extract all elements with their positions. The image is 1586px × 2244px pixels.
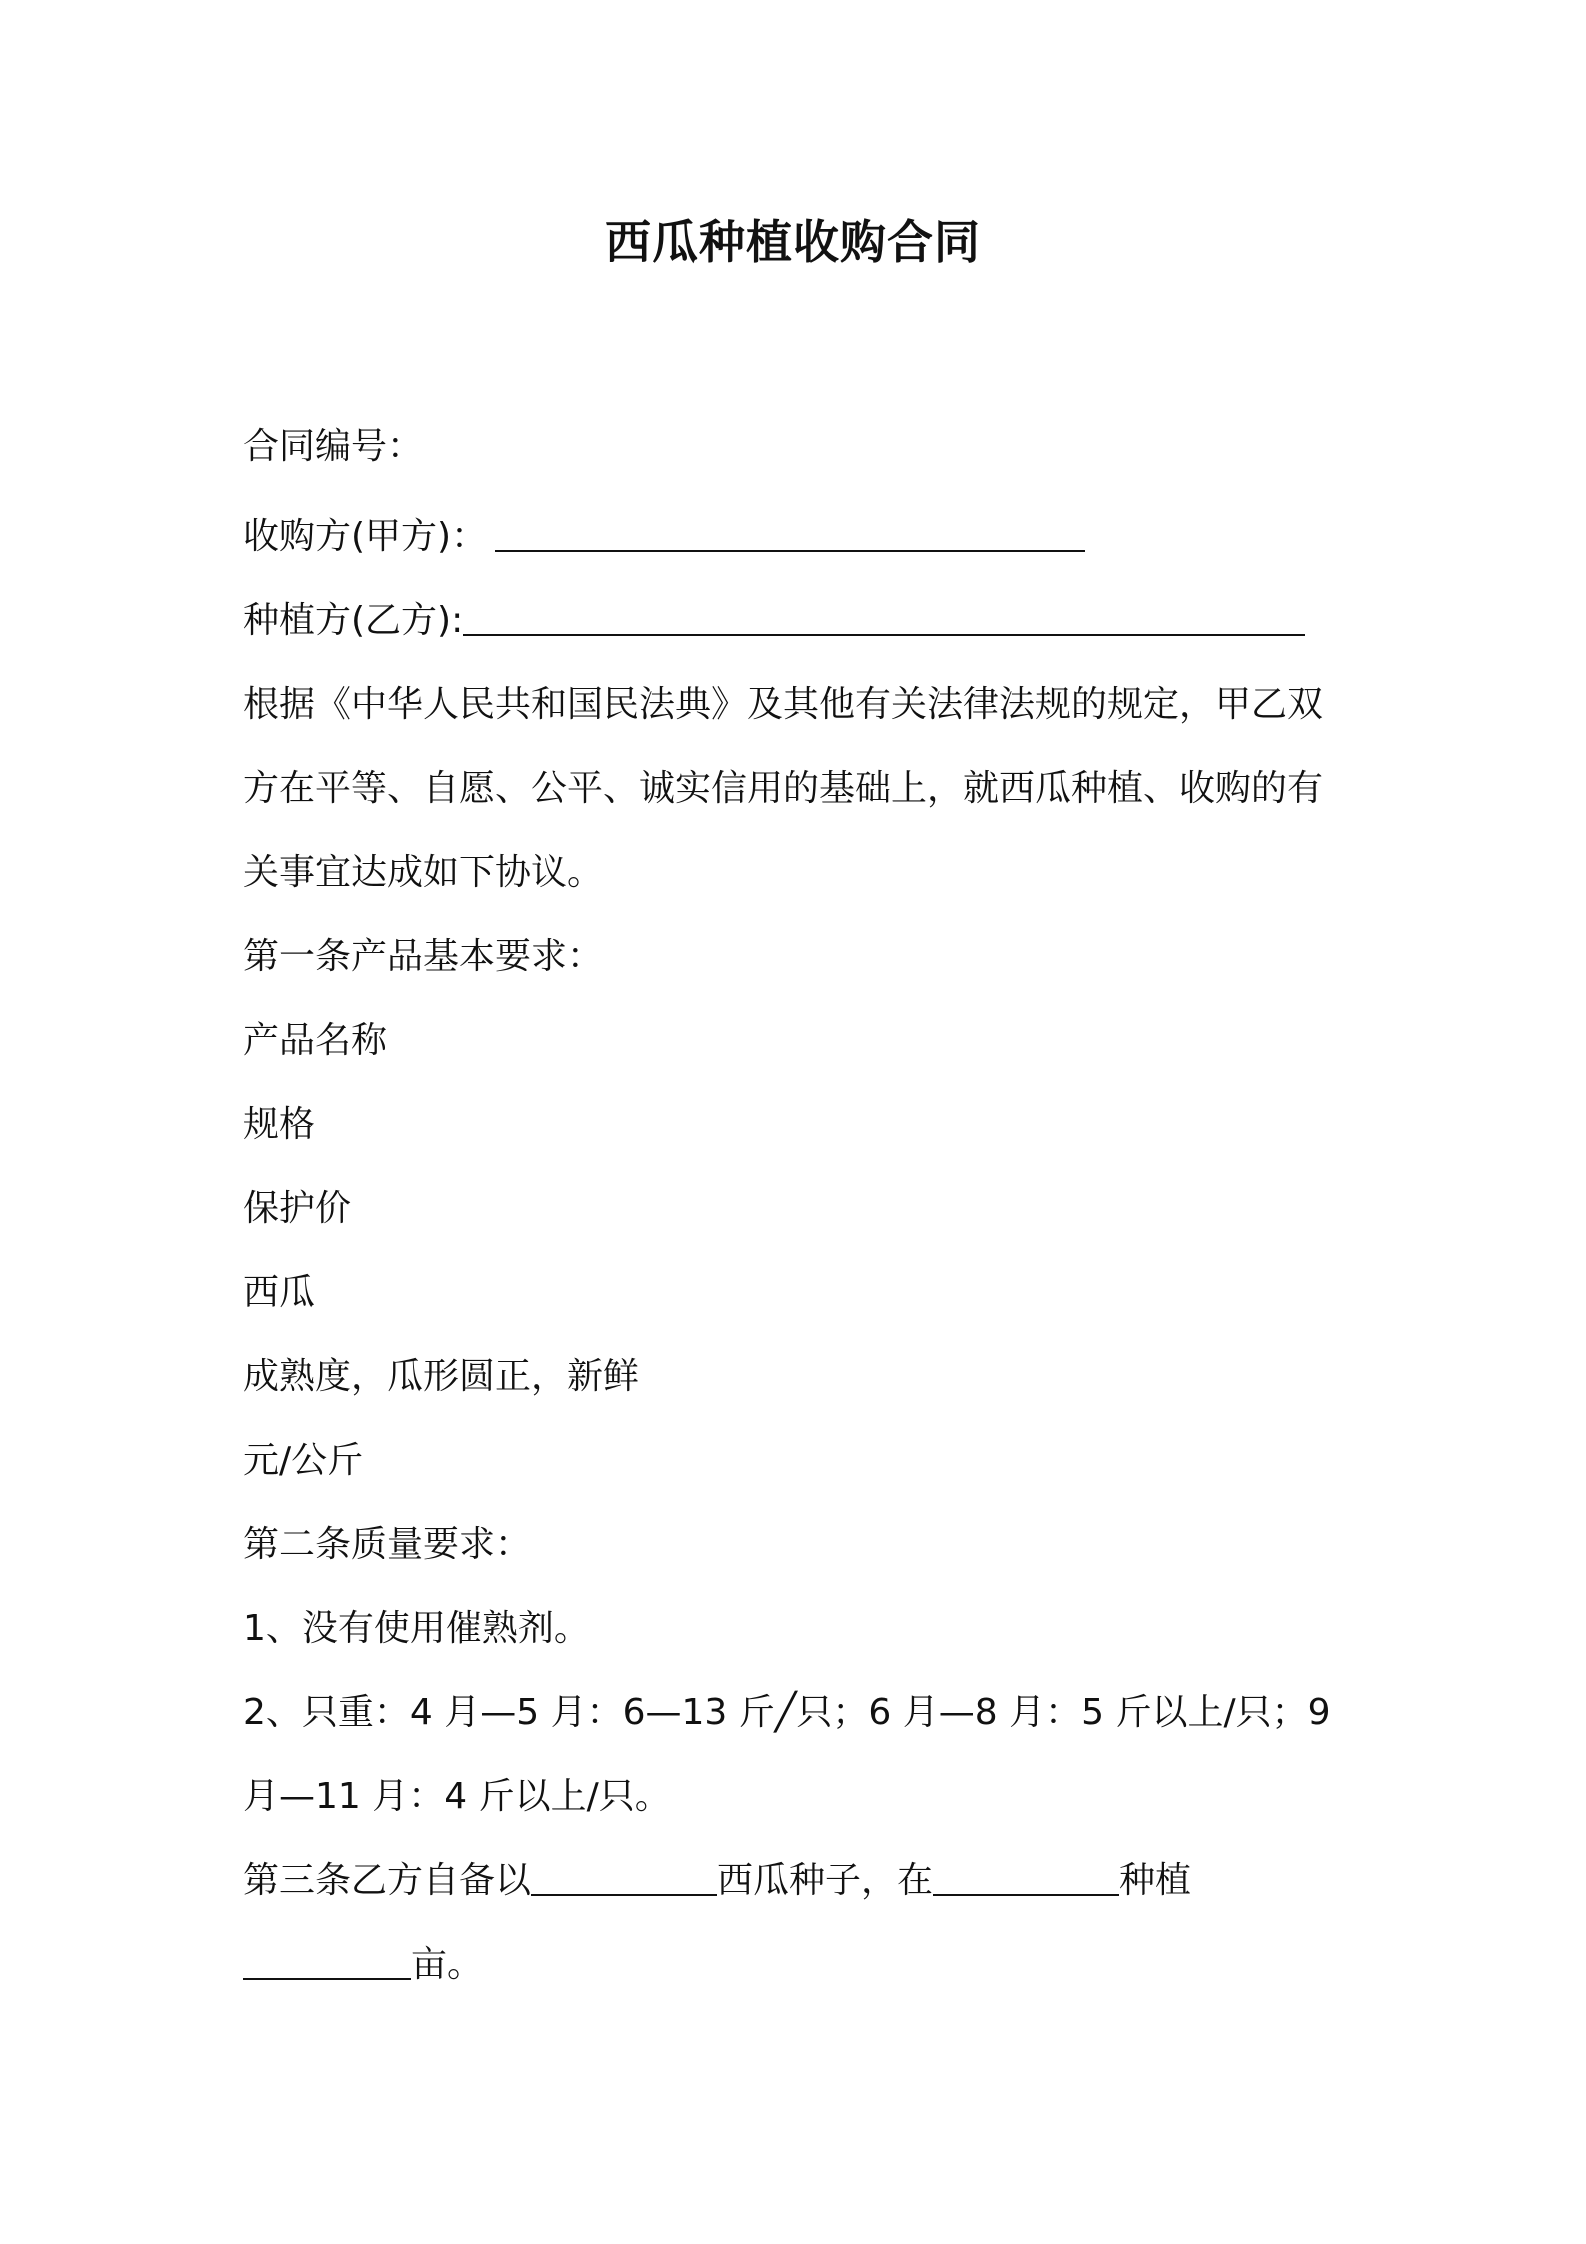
grower-blank — [463, 594, 1305, 636]
product-name-value: 西瓜 — [243, 1272, 316, 1313]
grower-line — [243, 579, 1363, 663]
article2-heading: 第二条质量要求： — [243, 1524, 532, 1565]
contract-number-line — [243, 405, 1363, 495]
article3-text-3: 种植 — [1119, 1860, 1192, 1901]
quality-item-2a: 2、只重：4 月—5 月：6—13 斤╱只；6 月—8 月：5 斤以上/只；9 — [243, 1692, 1331, 1733]
article1-heading: 第一条产品基本要求： — [243, 936, 604, 977]
article3-line-2 — [243, 1923, 1363, 2007]
article3-line-1 — [243, 1839, 1363, 1923]
article3-text-1: 第三条乙方自备以 — [243, 1860, 532, 1901]
buyer-blank — [495, 510, 1085, 552]
article3-text-2: 西瓜种子，在 — [717, 1860, 934, 1901]
quality-item-1: 1、没有使用催熟剂。 — [243, 1608, 590, 1649]
spec-value: 成熟度，瓜形圆正，新鲜 — [243, 1356, 640, 1397]
price-unit: 元/公斤 — [243, 1440, 364, 1481]
spec-label: 规格 — [243, 1104, 316, 1145]
document-title: 西瓜种植收购合同 — [605, 215, 981, 269]
protect-price-label: 保护价 — [243, 1188, 352, 1229]
product-name-label: 产品名称 — [243, 1020, 388, 1061]
preamble-line-1: 根据《中华人民共和国民法典》及其他有关法律法规的规定，甲乙双 — [243, 684, 1324, 725]
contract-number-label: 合同编号： — [243, 426, 424, 467]
article3-text-4: 亩。 — [411, 1944, 484, 1985]
buyer-label: 收购方(甲方)： — [243, 516, 488, 557]
buyer-line — [243, 495, 1363, 579]
location-blank — [933, 1854, 1119, 1896]
document-body — [243, 405, 1363, 2007]
preamble-line-3: 关事宜达成如下协议。 — [243, 852, 604, 893]
seed-source-blank — [531, 1854, 717, 1896]
acreage-blank — [243, 1938, 411, 1980]
quality-item-2b: 月—11 月：4 斤以上/只。 — [243, 1776, 671, 1817]
preamble-line-2: 方在平等、自愿、公平、诚实信用的基础上，就西瓜种植、收购的有 — [243, 768, 1324, 809]
grower-label: 种植方(乙方): — [243, 600, 464, 641]
